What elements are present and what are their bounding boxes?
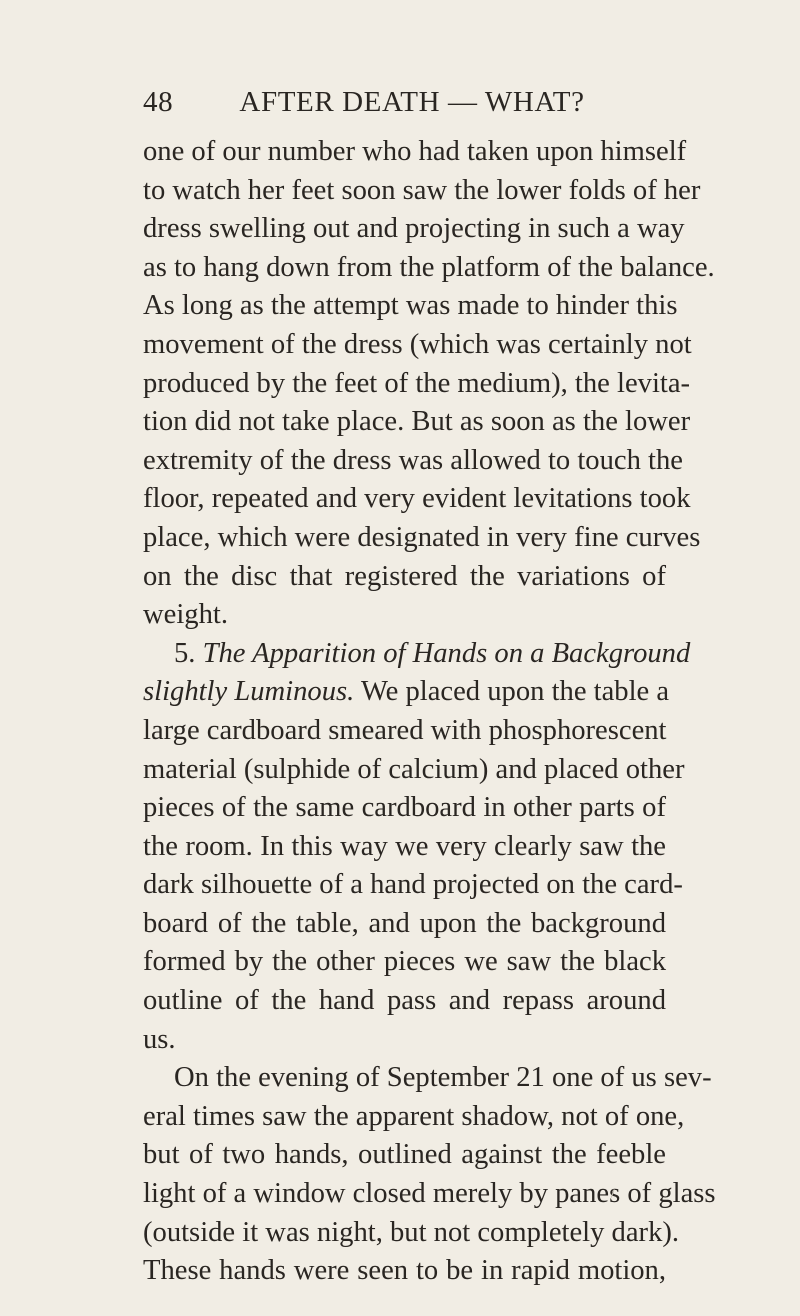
text-line: tion did not take place. But as soon as the lower [143,406,691,438]
text-line: light of a window closed merely by panes of glass [143,1178,716,1210]
text-line: large cardboard smeared with phosphorescent [143,714,667,746]
text-line: dark silhouette of a hand projected on the card- [143,869,683,901]
text-line: weight. [143,599,228,631]
section-title: The Apparition of Hands on a Background [202,637,691,669]
text-line: pieces of the same cardboard in other parts of [143,792,666,824]
text-line: as to hang down from the platform of the balance. [143,251,715,283]
section-heading-line [143,635,691,674]
body-text [143,133,716,1291]
text-line: the room. In this way we very clearly saw the [143,830,666,862]
text-line: produced by the feet of the medium), the levita- [143,367,691,399]
text-line: material (sulphide of calcium) and placed other [143,753,685,785]
section-first-text: We placed upon the table a [360,676,670,708]
running-title: AFTER DEATH — WHAT? [239,86,585,118]
text-line: floor, repeated and very evident levitations took [143,483,691,515]
text-line: place, which were designated in very fine curves [143,521,701,553]
text-line: (outside it was night, but not completely dark). [143,1216,680,1248]
text-line: on the disc that registered the variations of [143,560,666,592]
page-number: 48 [143,86,174,118]
paragraph-start-line: On the evening of September 21 one of us sev- [174,1062,712,1094]
text-line: formed by the other pieces we saw the black [143,946,666,978]
section-number: 5. [174,637,196,669]
text-line: board of the table, and upon the background [143,907,666,939]
section-title-continued: slightly Luminous. [143,676,355,708]
text-line: These hands were seen to be in rapid motion, [143,1255,666,1287]
text-line: dress swelling out and projecting in such a way [143,213,685,245]
text-line: but of two hands, outlined against the feeble [143,1139,666,1171]
text-line: extremity of the dress was allowed to touch the [143,444,683,476]
text-line: to watch her feet soon saw the lower folds of her [143,174,701,206]
text-line: As long as the attempt was made to hinder this [143,290,678,322]
text-line: movement of the dress (which was certainly not [143,328,692,360]
text-line: outline of the hand pass and repass around [143,985,666,1017]
text-line: one of our number who had taken upon himself [143,136,687,167]
section-heading-continuation [143,673,670,712]
text-line: us. [143,1023,176,1055]
running-head [143,86,657,126]
text-line: eral times saw the apparent shadow, not of one, [143,1100,685,1132]
